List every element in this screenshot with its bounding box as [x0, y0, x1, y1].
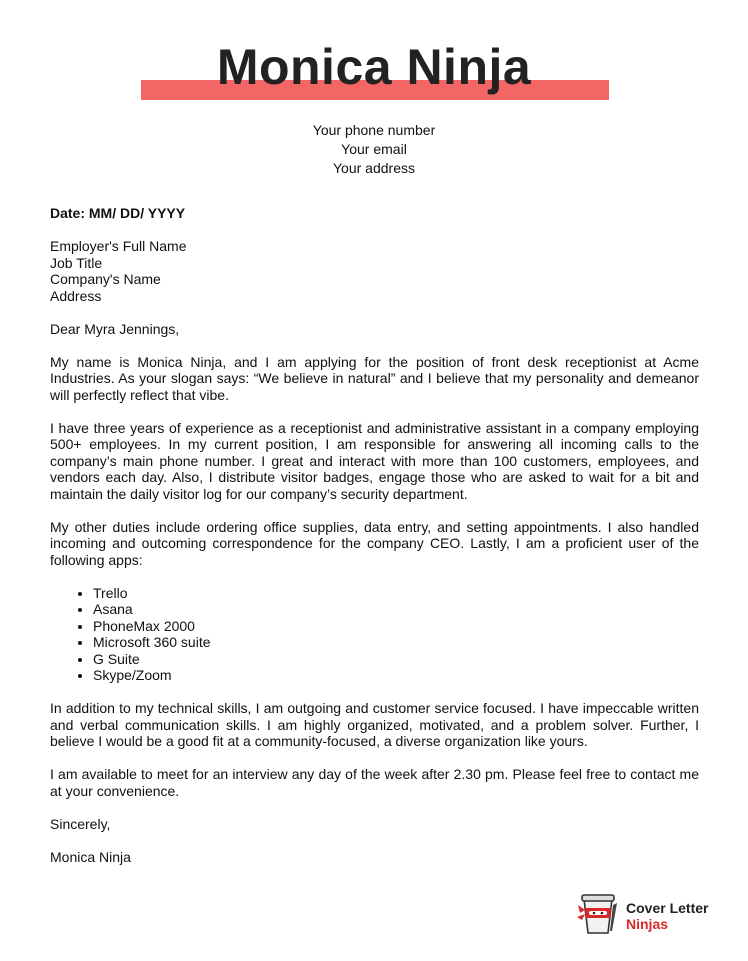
- recipient-company: Company's Name: [50, 271, 161, 287]
- letter-body: [50, 205, 699, 882]
- name-header: [0, 38, 748, 108]
- recipient-title: Job Title: [50, 254, 103, 271]
- paragraph: My name is Monica Ninja, and I am applying for the position of front desk receptionist at Acme Industries. As your slogan says: “We believe in natural” and I believe that my personality and demeanor will perfectly reflect that vibe.: [50, 353, 699, 403]
- signature: Monica Ninja: [50, 848, 131, 865]
- list-item: • G Suite: [93, 651, 699, 668]
- letter-date: Date: MM/ DD/ YYYY: [50, 205, 186, 221]
- logo-line-2: Ninjas: [626, 916, 669, 932]
- recipient-block: [50, 238, 699, 304]
- list-item: • Skype/Zoom: [93, 667, 699, 684]
- contact-block: [0, 121, 748, 178]
- paragraph: I have three years of experience as a receptionist and administrative assistant in a company employing 500+ employees. In my current position, I am responsible for answering all incoming calls to the company’s main phone number. I great and interact with more than 100 customers, employees, and vendors each day. Also, I distribute visitor badges, engage those who are asked to wait for a bit and maintain the daily visitor log for our company’s security department.: [50, 419, 699, 502]
- contact-email: Your email: [341, 141, 407, 157]
- recipient-name: Employer's Full Name: [50, 238, 187, 254]
- paragraph: My other duties include ordering office supplies, data entry, and setting appointments. I also handled incoming and outcoming correspondence for the company CEO. Lastly, I am a proficient user of the following apps:: [50, 518, 699, 568]
- list-item: • Microsoft 360 suite: [93, 634, 699, 651]
- logo-wordmark: [626, 900, 708, 932]
- logo-line-1: Cover Letter: [626, 900, 709, 916]
- brand-logo: [576, 891, 726, 937]
- apps-list: [50, 585, 699, 684]
- paragraph: I am available to meet for an interview any day of the week after 2.30 pm. Please feel free to contact me at your convenience.: [50, 766, 699, 799]
- list-item: • Trello: [93, 585, 699, 602]
- signoff: Sincerely,: [50, 815, 111, 832]
- contact-address: Your address: [333, 160, 415, 176]
- ninja-mascot-icon: [576, 891, 620, 937]
- applicant-name: Monica Ninja: [216, 39, 532, 95]
- list-item: • PhoneMax 2000: [93, 618, 699, 635]
- list-item: • Asana: [93, 601, 699, 618]
- salutation: Dear Myra Jennings,: [50, 320, 180, 337]
- recipient-address: Address: [50, 287, 102, 304]
- contact-phone: Your phone number: [312, 122, 436, 138]
- paragraph: In addition to my technical skills, I am outgoing and customer service focused. I have impeccable written and verbal communication skills. I am highly organized, motivated, and a problem solver. Further, I believe I would be a good fit at a community-focused, a diverse organization like yours.: [50, 700, 699, 749]
